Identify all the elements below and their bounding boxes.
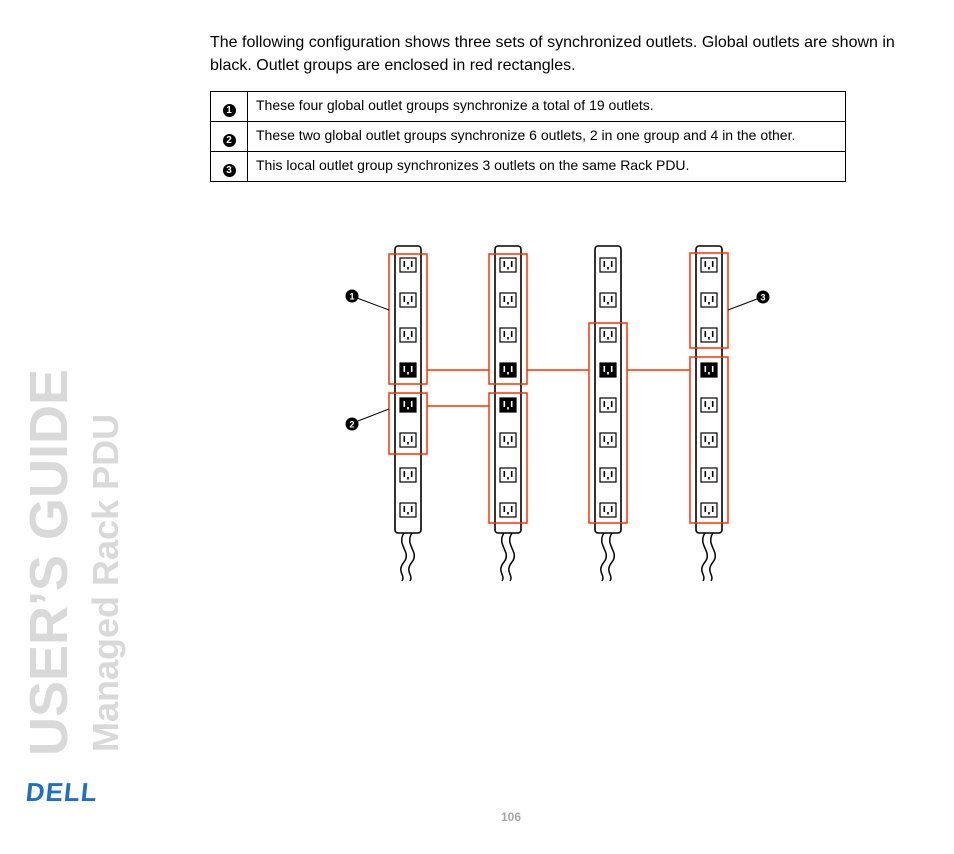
legend-marker-1: 1 [223,104,236,117]
outlet [400,258,416,272]
outlet [600,293,616,307]
legend-marker-2: 2 [223,134,236,147]
pdu-strip [495,246,521,533]
legend-text: These two global outlet groups synchronize 6 outlets, 2 in one group and 4 in the other. [248,122,846,152]
page-number: 106 [500,810,522,824]
global-outlet [400,363,416,377]
outlet [400,468,416,482]
callout-3-leader [728,299,757,310]
callout-2-leader [358,409,389,421]
global-outlet [400,398,416,412]
outlet [701,328,717,342]
global-outlet [600,363,616,377]
outlet [701,398,717,412]
pdu-strip [395,246,421,533]
sidebar-title: USER’S GUIDE [19,368,79,756]
dell-logo: DELL [24,777,100,807]
callout-1-label: 1 [349,291,355,302]
callout-3-label: 3 [760,292,766,303]
outlet [600,258,616,272]
outlet [701,258,717,272]
power-cord [702,533,716,581]
power-cord [401,533,415,581]
outlet [500,258,516,272]
outlet [500,503,516,517]
outlet [600,398,616,412]
global-outlet [500,398,516,412]
outlet [400,293,416,307]
outlet [500,328,516,342]
legend-text: This local outlet group synchronizes 3 outlets on the same Rack PDU. [248,152,846,182]
outlet [701,293,717,307]
outlet [600,328,616,342]
outlet [600,468,616,482]
sidebar-subtitle: Managed Rack PDU [85,413,126,752]
power-cord [601,533,615,581]
pdu-strips [395,246,722,581]
outlet [600,503,616,517]
pdu-strip [696,246,722,533]
outlet-groups [389,253,728,523]
intro-paragraph: The following configuration shows three sets of synchronized outlets. Global outlets are shown in black. Outlet groups are enclosed in red rectangles. [210,34,895,74]
outlet [500,293,516,307]
legend-text: These four global outlet groups synchronize a total of 19 outlets. [248,92,846,122]
callout-1-leader [357,298,389,310]
outlet [701,433,717,447]
outlet [600,433,616,447]
global-outlet [500,363,516,377]
outlet [500,468,516,482]
power-cord [501,533,515,581]
outlet [701,468,717,482]
callout-2-label: 2 [349,419,355,430]
outlet [701,503,717,517]
outlet [500,433,516,447]
outlet [400,328,416,342]
pdu-strip [595,246,621,533]
outlet [400,433,416,447]
legend-marker-3: 3 [223,164,236,177]
outlet [400,503,416,517]
global-outlet [701,363,717,377]
